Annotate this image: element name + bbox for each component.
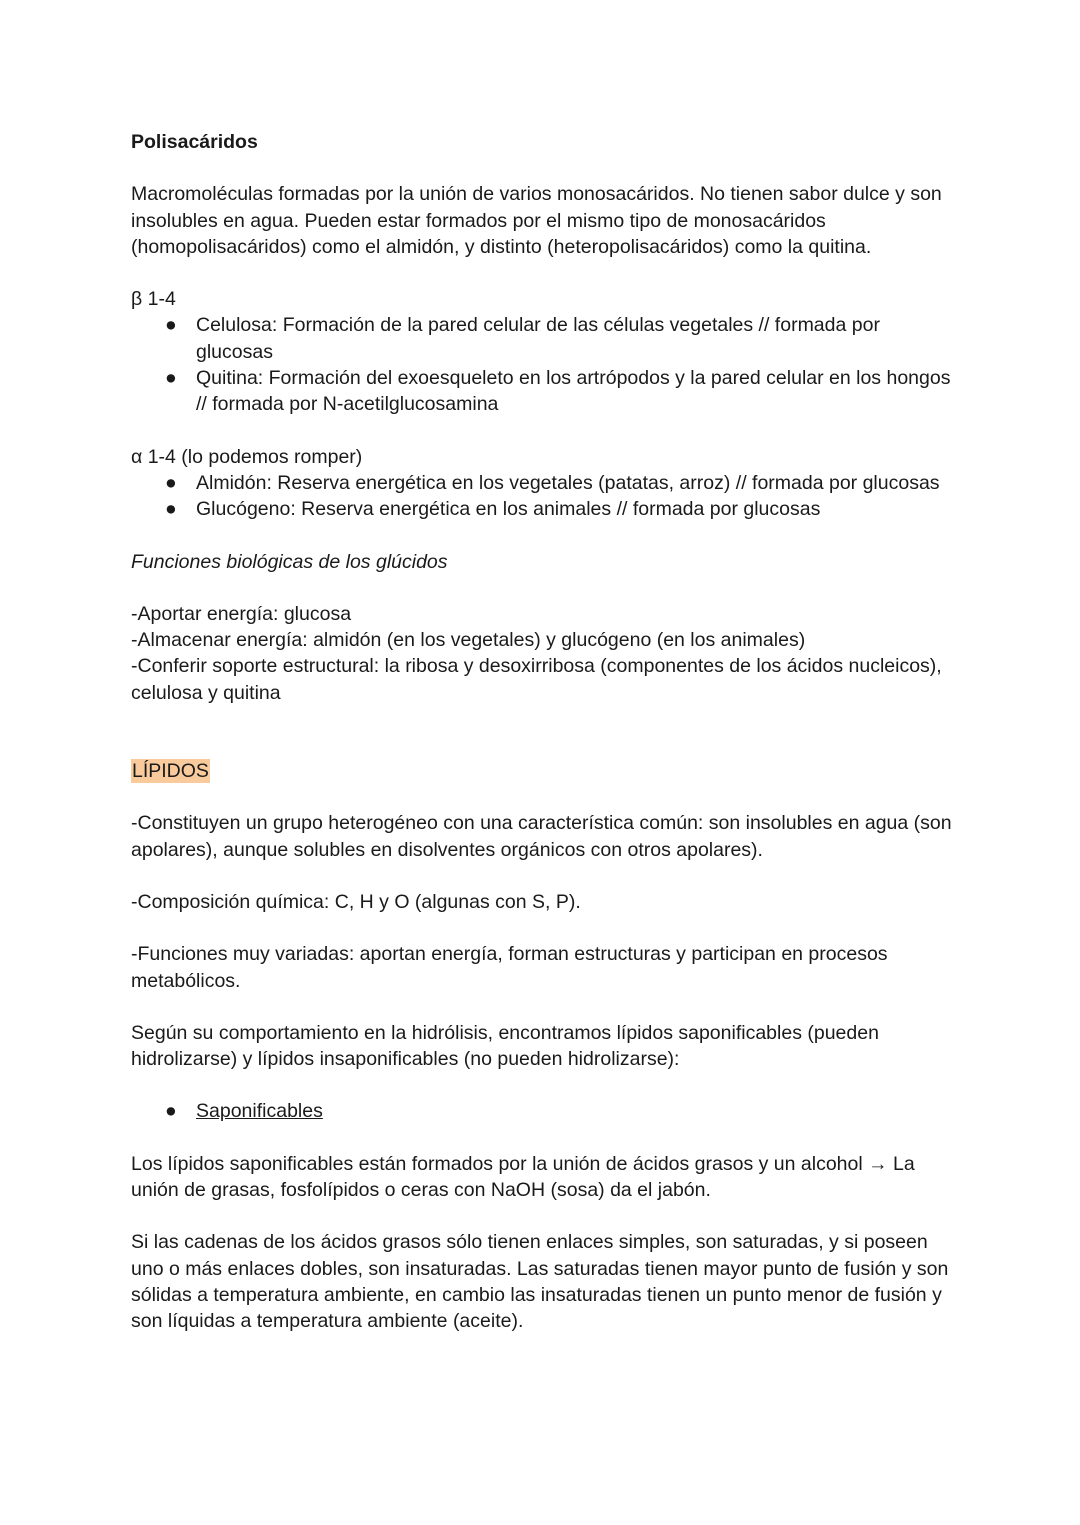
lipidos-paragraph-4: Según su comportamiento en la hidrólisis, encontramos lípidos saponificables (pueden hidrolizarse) y lípidos insaponificables (no pueden hidrolizarse): xyxy=(131,1021,879,1071)
bullet-icon: ● xyxy=(165,314,177,337)
functions-heading: Funciones biológicas de los glúcidos xyxy=(131,550,448,573)
lipidos-paragraph-2: -Composición química: C, H y O (algunas con S, P). xyxy=(131,890,581,913)
lipidos-title-row xyxy=(131,758,961,784)
bullet-icon: ● xyxy=(165,471,177,494)
beta-heading: β 1-4 xyxy=(131,288,176,311)
bullet-icon: ● xyxy=(165,1100,177,1123)
lipidos-title: LÍPIDOS xyxy=(132,760,209,783)
polisacaridos-intro: Macromoléculas formadas por la unión de varios monosacáridos. No tienen sabor dulce y son insolubles en agua. Pueden estar formados por el mismo tipo de monosacáridos (homopolisacáridos) como el almidón, y distinto (heteropolisacáridos) como la quitina. xyxy=(131,183,942,258)
saponificables-list xyxy=(131,1098,961,1124)
list-item: ● Quitina: Formación del exoesqueleto en los artrópodos y la pared celular en los hongos // formada por N-acetilglucosamina xyxy=(165,367,951,416)
list-item: ● Glucógeno: Reserva energética en los animales // formada por glucosas xyxy=(131,496,961,522)
lipidos-paragraph-3: -Funciones muy variadas: aportan energía, forman estructuras y participan en procesos metabólicos. xyxy=(131,943,888,992)
bullet-icon: ● xyxy=(165,367,177,390)
beta-list xyxy=(131,312,961,417)
lipidos-paragraph-1: -Constituyen un grupo heterogéneo con una característica común: son insolubles en agua (son apolares), aunque solubles en disolventes orgánicos con otros apolares). xyxy=(131,812,952,861)
function-line: -Aportar energía: glucosa xyxy=(131,602,352,625)
list-item xyxy=(131,1098,961,1124)
list-item: ● Almidón: Reserva energética en los vegetales (patatas, arroz) // formada por glucosas xyxy=(131,470,961,496)
alpha-heading: α 1-4 (lo podemos romper) xyxy=(131,445,363,468)
saponificables-label: Saponificables xyxy=(196,1100,323,1123)
lipidos-paragraph-5: Los lípidos saponificables están formados por la unión de ácidos grasos y un alcohol → La unión de grasas, fosfolípidos o ceras con NaOH (sosa) da el jabón. xyxy=(131,1152,915,1202)
alpha-list xyxy=(131,470,961,523)
lipidos-paragraph-6: Si las cadenas de los ácidos grasos sólo tienen enlaces simples, son saturadas, y si poseen uno o más enlaces dobles, son insaturadas. Las saturadas tienen mayor punto de fusión y son sólidas a temperatura ambiente, en cambio las insaturadas tienen un punto menor de fusión y son líquidas a temperatura ambiente (aceite). xyxy=(131,1231,949,1333)
bullet-icon: ● xyxy=(165,498,177,521)
function-line: -Conferir soporte estructural: la ribosa y desoxirribosa (componentes de los ácidos nucleicos), celulosa y quitina xyxy=(131,655,942,704)
list-item: ● Celulosa: Formación de la pared celular de las células vegetales // formada por glucosas xyxy=(165,314,880,363)
document-page xyxy=(131,129,961,1335)
polisacaridos-title: Polisacáridos xyxy=(131,131,258,153)
function-line: -Almacenar energía: almidón (en los vegetales) y glucógeno (en los animales) xyxy=(131,629,806,652)
